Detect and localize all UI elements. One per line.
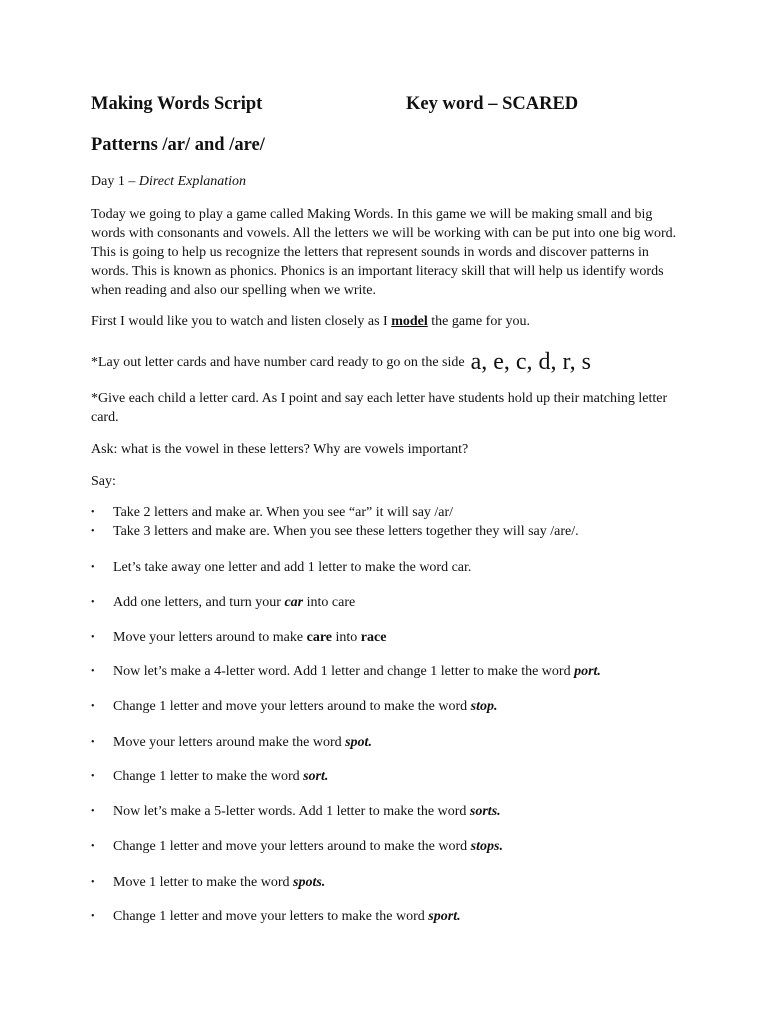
list-item-target-word: sort. <box>303 769 329 784</box>
say-label: Say: <box>91 474 116 489</box>
list-item-target-word: spots. <box>293 875 326 890</box>
patterns-subtitle: Patterns /ar/ and /are/ <box>91 135 265 155</box>
list-item-text <box>113 697 498 716</box>
bullet-dot-icon: • <box>91 806 95 817</box>
bullet-dot-icon: • <box>91 526 95 537</box>
list-item-before: Take 3 letters and make are. When you see these letters together they will say /are/. <box>113 524 579 539</box>
list-item-before: Change 1 letter and move your letters around to make the word <box>113 839 471 854</box>
list-item-before: Now let’s make a 4-letter word. Add 1 letter and change 1 letter to make the word <box>113 664 575 679</box>
list-item-after: into care <box>303 595 356 610</box>
list-item-text <box>113 558 471 577</box>
model-line <box>91 312 530 331</box>
bullet-dot-icon: • <box>91 632 95 643</box>
title-row <box>91 94 711 118</box>
bullet-dot-icon: • <box>91 841 95 852</box>
list-item-before: Change 1 letter to make the word <box>113 769 304 784</box>
list-item-before: Take 2 letters and make ar. When you see “ar” it will say /ar/ <box>113 505 454 520</box>
model-word: model <box>391 314 428 329</box>
intro-paragraph: Today we going to play a game called Making Words. In this game we will be making small and big words with consonants and vowels. All the letters we will be working with can be put into one big word. This is going to help us recognize the letters that represent sounds in words and discover patterns in words. This is known as phonics. Phonics is an important literacy skill that will help us identify words when reading and also our spelling when we write. <box>91 207 677 298</box>
letter-set: a, e, c, d, r, s <box>470 349 591 375</box>
day-heading <box>91 174 246 190</box>
bullet-dot-icon: • <box>91 597 95 608</box>
bullet-dot-icon: • <box>91 666 95 677</box>
give-line: *Give each child a letter card. As I point and say each letter have students hold up their matching letter card. <box>91 391 668 425</box>
list-item-text <box>113 907 461 926</box>
day-topic: Direct Explanation <box>138 174 247 189</box>
list-item-mid: into <box>332 630 361 645</box>
layout-line-text: *Lay out letter cards and have number card ready to go on the side <box>91 355 465 370</box>
list-item-target-word: stop. <box>470 699 498 714</box>
list-item-target-word: stops. <box>470 839 503 854</box>
list-item-before: Move 1 letter to make the word <box>113 875 294 890</box>
list-item-before: Move your letters around to make <box>113 630 307 645</box>
list-item-text <box>113 522 579 541</box>
list-item-text <box>113 662 601 681</box>
list-item-text <box>113 733 372 752</box>
bullet-dot-icon: • <box>91 507 95 518</box>
bullet-dot-icon: • <box>91 701 95 712</box>
document-title: Making Words Script <box>91 94 263 114</box>
layout-line <box>91 349 591 375</box>
list-item-before: Move your letters around make the word <box>113 735 346 750</box>
model-line-after: the game for you. <box>427 314 530 329</box>
list-item-target-word: sorts. <box>469 804 501 819</box>
list-item-bold-word: care <box>306 630 333 645</box>
key-word-title: Key word – SCARED <box>406 94 579 114</box>
list-item-target-word: spot. <box>345 735 372 750</box>
list-item-text <box>113 593 355 612</box>
bullet-dot-icon: • <box>91 562 95 573</box>
list-item-text <box>113 837 503 856</box>
list-item-text <box>113 802 501 821</box>
list-item-text <box>113 767 328 786</box>
bullet-dot-icon: • <box>91 737 95 748</box>
list-item-before: Now let’s make a 5-letter words. Add 1 letter to make the word <box>113 804 470 819</box>
list-item-target-word: sport. <box>428 909 461 924</box>
list-item-text <box>113 503 453 522</box>
list-item-target-word: car <box>284 595 304 610</box>
model-line-before: First I would like you to watch and listen closely as I <box>91 314 392 329</box>
list-item-before: Add one letters, and turn your <box>113 595 285 610</box>
list-item-bold-word: race <box>360 630 387 645</box>
bullet-dot-icon: • <box>91 877 95 888</box>
list-item-before: Let’s take away one letter and add 1 letter to make the word car. <box>113 560 472 575</box>
list-item-before: Change 1 letter and move your letters around to make the word <box>113 699 471 714</box>
list-item-text <box>113 628 386 647</box>
list-item-before: Change 1 letter and move your letters to make the word <box>113 909 429 924</box>
ask-line: Ask: what is the vowel in these letters? Why are vowels important? <box>91 442 469 457</box>
bullet-dot-icon: • <box>91 771 95 782</box>
day-label: Day 1 – <box>91 174 139 189</box>
list-item-text <box>113 873 325 892</box>
bullet-dot-icon: • <box>91 911 95 922</box>
list-item-target-word: port. <box>574 664 601 679</box>
